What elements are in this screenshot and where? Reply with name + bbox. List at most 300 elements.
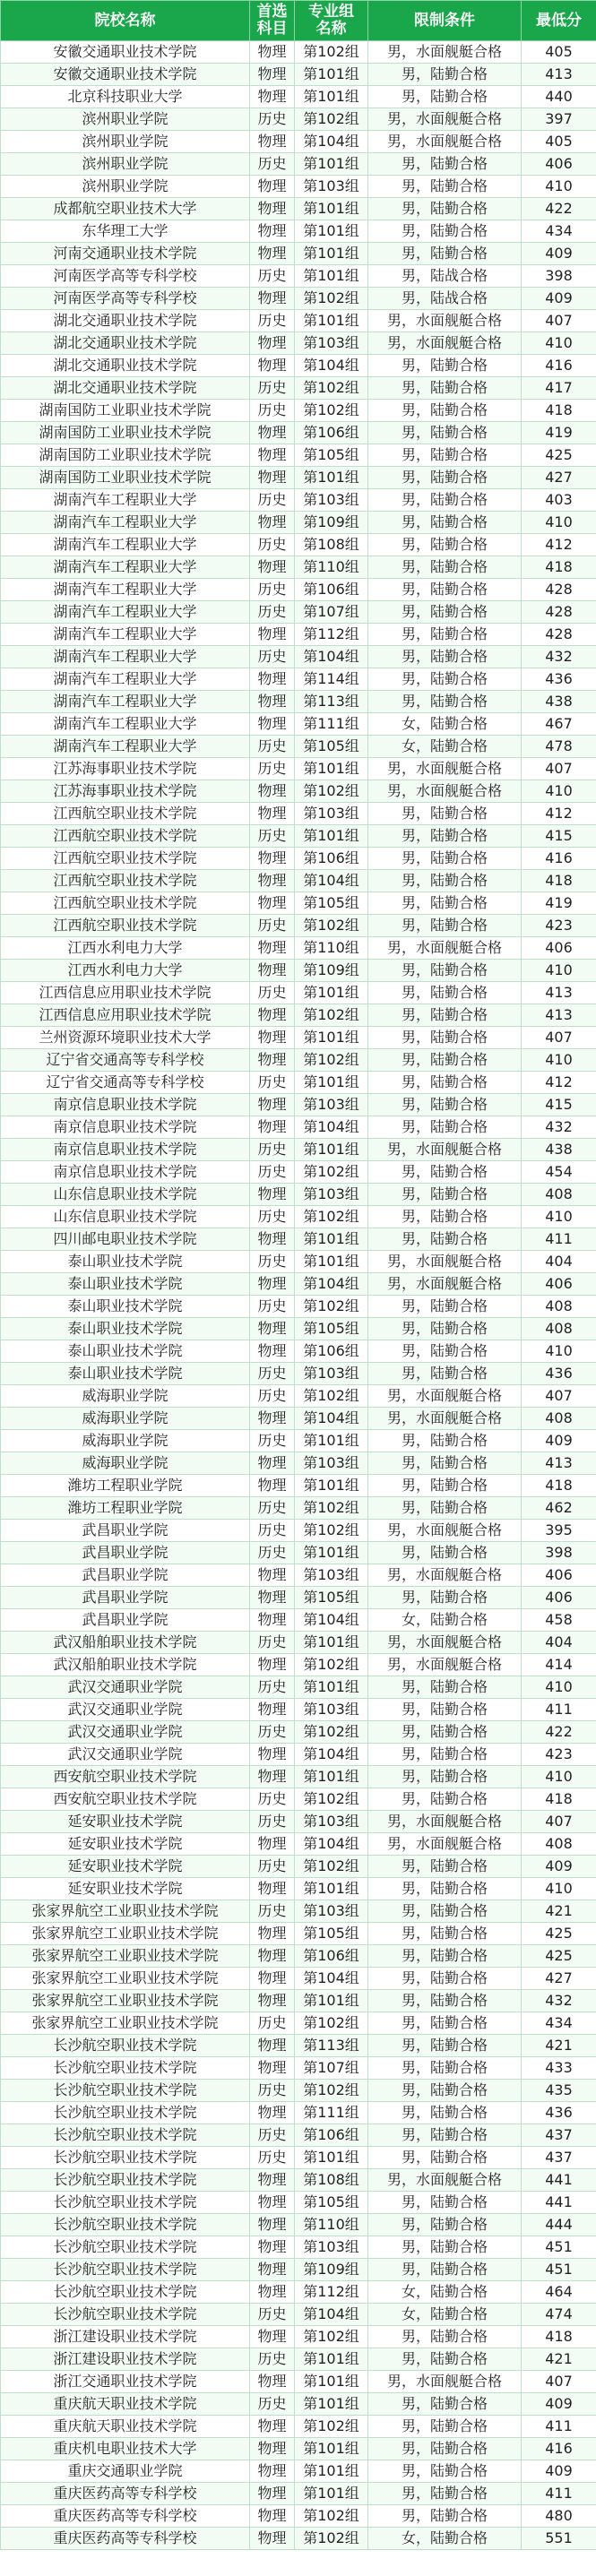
cell-min-score: 421 [522, 1900, 596, 1923]
cell-school: 长沙航空职业技术学院 [1, 2259, 250, 2281]
cell-school: 张家界航空工业职业技术学院 [1, 1900, 250, 1923]
cell-subject: 物理 [250, 870, 295, 892]
table-row [1, 64, 596, 86]
cell-min-score: 414 [522, 1654, 596, 1676]
cell-subject: 历史 [250, 2348, 295, 2371]
cell-school: 武昌职业学院 [1, 1609, 250, 1632]
cell-restriction: 男，陆勤合格 [368, 243, 522, 265]
table-row [1, 870, 596, 892]
cell-min-score: 413 [522, 982, 596, 1004]
cell-group: 第104组 [295, 1744, 368, 1766]
cell-group: 第113组 [295, 691, 368, 713]
table-row [1, 1228, 596, 1251]
table-row [1, 467, 596, 489]
cell-min-score: 428 [522, 579, 596, 601]
table-row [1, 982, 596, 1004]
cell-restriction: 男，陆勤合格 [368, 1945, 522, 1968]
cell-min-score: 437 [522, 2147, 596, 2169]
cell-restriction: 男，水面舰艇合格 [368, 758, 522, 780]
cell-school: 长沙航空职业技术学院 [1, 2147, 250, 2169]
cell-subject: 物理 [250, 2259, 295, 2281]
cell-restriction: 男，陆勤合格 [368, 2259, 522, 2281]
cell-subject: 物理 [250, 2057, 295, 2080]
table-row [1, 2460, 596, 2483]
cell-subject: 物理 [250, 2326, 295, 2348]
cell-group: 第107组 [295, 601, 368, 624]
cell-subject: 历史 [250, 1296, 295, 1318]
table-row [1, 131, 596, 153]
cell-school: 江西航空职业技术学院 [1, 803, 250, 825]
cell-min-score: 409 [522, 1856, 596, 1878]
table-row [1, 2192, 596, 2214]
table-row [1, 1878, 596, 1900]
cell-restriction: 男，陆勤合格 [368, 2147, 522, 2169]
cell-min-score: 474 [522, 2304, 596, 2326]
cell-restriction: 男，陆勤合格 [368, 467, 522, 489]
table-row [1, 1900, 596, 1923]
cell-group: 第101组 [295, 220, 368, 243]
cell-subject: 物理 [250, 2438, 295, 2460]
cell-restriction: 男，陆勤合格 [368, 1721, 522, 1744]
cell-school: 长沙航空职业技术学院 [1, 2214, 250, 2236]
cell-group: 第102组 [295, 1520, 368, 1542]
cell-subject: 物理 [250, 2460, 295, 2483]
cell-restriction: 男，陆勤合格 [368, 1990, 522, 2012]
cell-group: 第114组 [295, 668, 368, 691]
cell-school: 滨州职业学院 [1, 108, 250, 131]
cell-group: 第105组 [295, 1587, 368, 1609]
cell-restriction: 男，陆勤合格 [368, 1184, 522, 1206]
cell-school: 长沙航空职业技术学院 [1, 2035, 250, 2057]
cell-min-score: 416 [522, 355, 596, 377]
table-row [1, 41, 596, 64]
table-row [1, 2035, 596, 2057]
cell-subject: 物理 [250, 332, 295, 355]
cell-restriction: 男，陆勤合格 [368, 1878, 522, 1900]
cell-min-score: 441 [522, 2192, 596, 2214]
table-row [1, 1945, 596, 1968]
cell-subject: 历史 [250, 489, 295, 512]
cell-group: 第104组 [295, 1408, 368, 1430]
cell-school: 延安职业技术学院 [1, 1878, 250, 1900]
cell-restriction: 男，水面舰艇合格 [368, 1385, 522, 1408]
cell-school: 潍坊工程职业学院 [1, 1475, 250, 1497]
cell-group: 第102组 [295, 1161, 368, 1184]
table-row [1, 86, 596, 108]
table-row [1, 1766, 596, 1788]
cell-group: 第102组 [295, 1856, 368, 1878]
cell-restriction: 男，陆勤合格 [368, 2348, 522, 2371]
cell-group: 第101组 [295, 1430, 368, 1452]
cell-min-score: 416 [522, 848, 596, 870]
cell-school: 武昌职业学院 [1, 1542, 250, 1564]
cell-restriction: 男，陆勤合格 [368, 2236, 522, 2259]
cell-restriction: 男，陆勤合格 [368, 1788, 522, 1811]
cell-group: 第104组 [295, 1833, 368, 1856]
table-row [1, 1811, 596, 1833]
cell-school: 威海职业学院 [1, 1408, 250, 1430]
cell-min-score: 411 [522, 1699, 596, 1721]
cell-group: 第110组 [295, 556, 368, 579]
cell-group: 第103组 [295, 1184, 368, 1206]
cell-restriction: 男，陆勤合格 [368, 1699, 522, 1721]
cell-restriction: 男，陆勤合格 [368, 153, 522, 176]
table-row [1, 2236, 596, 2259]
cell-restriction: 男，陆勤合格 [368, 691, 522, 713]
cell-restriction: 女，陆勤合格 [368, 713, 522, 736]
cell-min-score: 417 [522, 377, 596, 400]
cell-restriction: 男，陆战合格 [368, 265, 522, 288]
cell-group: 第101组 [295, 153, 368, 176]
table-row [1, 1990, 596, 2012]
cell-subject: 历史 [250, 1363, 295, 1385]
cell-min-score: 411 [522, 2483, 596, 2505]
table-row [1, 848, 596, 870]
cell-subject: 物理 [250, 422, 295, 444]
table-row [1, 176, 596, 198]
cell-school: 重庆医药高等专科学校 [1, 2528, 250, 2550]
cell-min-score: 410 [522, 780, 596, 803]
cell-group: 第101组 [295, 1251, 368, 1273]
cell-subject: 历史 [250, 1161, 295, 1184]
cell-school: 武昌职业学院 [1, 1520, 250, 1542]
cell-group: 第110组 [295, 937, 368, 960]
cell-group: 第101组 [295, 198, 368, 220]
table-row [1, 937, 596, 960]
cell-restriction: 男，水面舰艇合格 [368, 310, 522, 332]
table-row [1, 713, 596, 736]
table-row [1, 355, 596, 377]
table-row [1, 220, 596, 243]
cell-restriction: 男，陆勤合格 [368, 1161, 522, 1184]
cell-min-score: 418 [522, 556, 596, 579]
cell-restriction: 女，陆勤合格 [368, 1609, 522, 1632]
cell-subject: 历史 [250, 1430, 295, 1452]
cell-subject: 物理 [250, 131, 295, 153]
cell-restriction: 男，水面舰艇合格 [368, 937, 522, 960]
cell-min-score: 410 [522, 176, 596, 198]
table-row [1, 2147, 596, 2169]
cell-group: 第102组 [295, 2416, 368, 2438]
cell-group: 第101组 [295, 1027, 368, 1049]
cell-min-score: 410 [522, 1206, 596, 1228]
table-row [1, 377, 596, 400]
table-row [1, 736, 596, 758]
cell-min-score: 410 [522, 960, 596, 982]
table-row [1, 1542, 596, 1564]
cell-school: 湖南汽车工程职业大学 [1, 736, 250, 758]
cell-subject: 物理 [250, 2169, 295, 2192]
table-row [1, 2326, 596, 2348]
cell-subject: 历史 [250, 2012, 295, 2035]
cell-restriction: 男，陆勤合格 [368, 1430, 522, 1452]
cell-school: 湖南汽车工程职业大学 [1, 489, 250, 512]
cell-restriction: 男，陆勤合格 [368, 2080, 522, 2102]
table-row [1, 2348, 596, 2371]
table-row [1, 1721, 596, 1744]
table-body [1, 41, 596, 2550]
cell-subject: 历史 [250, 1900, 295, 1923]
cell-restriction: 男，陆勤合格 [368, 1968, 522, 1990]
cell-subject: 历史 [250, 153, 295, 176]
cell-school: 长沙航空职业技术学院 [1, 2281, 250, 2304]
cell-min-score: 418 [522, 2326, 596, 2348]
cell-min-score: 408 [522, 1318, 596, 1340]
cell-restriction: 男，陆勤合格 [368, 579, 522, 601]
cell-group: 第105组 [295, 1318, 368, 1340]
cell-min-score: 438 [522, 1139, 596, 1161]
cell-group: 第106组 [295, 848, 368, 870]
cell-min-score: 436 [522, 668, 596, 691]
cell-restriction: 男，陆勤合格 [368, 601, 522, 624]
cell-group: 第102组 [295, 1004, 368, 1027]
table-row [1, 624, 596, 646]
cell-subject: 物理 [250, 41, 295, 64]
cell-restriction: 男，水面舰艇合格 [368, 1654, 522, 1676]
cell-min-score: 423 [522, 915, 596, 937]
cell-min-score: 451 [522, 2259, 596, 2281]
table-row [1, 108, 596, 131]
cell-subject: 历史 [250, 1676, 295, 1699]
cell-group: 第103组 [295, 1094, 368, 1116]
table-row [1, 1856, 596, 1878]
cell-restriction: 男，陆勤合格 [368, 825, 522, 848]
cell-subject: 物理 [250, 2035, 295, 2057]
cell-subject: 物理 [250, 1273, 295, 1296]
cell-school: 江西信息应用职业技术学院 [1, 982, 250, 1004]
cell-group: 第101组 [295, 1228, 368, 1251]
cell-min-score: 436 [522, 2102, 596, 2124]
cell-subject: 物理 [250, 1094, 295, 1116]
cell-school: 武汉船舶职业技术学院 [1, 1654, 250, 1676]
cell-restriction: 男，陆勤合格 [368, 2035, 522, 2057]
cell-group: 第104组 [295, 1609, 368, 1632]
table-row [1, 1676, 596, 1699]
cell-min-score: 397 [522, 108, 596, 131]
table-row [1, 1363, 596, 1385]
cell-min-score: 405 [522, 41, 596, 64]
cell-restriction: 男，陆勤合格 [368, 176, 522, 198]
cell-restriction: 男，陆勤合格 [368, 1452, 522, 1475]
cell-school: 武汉交通职业学院 [1, 1744, 250, 1766]
cell-school: 滨州职业学院 [1, 153, 250, 176]
cell-min-score: 478 [522, 736, 596, 758]
cell-subject: 物理 [250, 512, 295, 534]
col-header-subject [250, 1, 295, 41]
cell-school: 江西信息应用职业技术学院 [1, 1004, 250, 1027]
cell-subject: 物理 [250, 1475, 295, 1497]
cell-group: 第104组 [295, 646, 368, 668]
table-row [1, 534, 596, 556]
cell-school: 重庆航天职业技术学院 [1, 2416, 250, 2438]
cell-subject: 物理 [250, 64, 295, 86]
cell-subject: 历史 [250, 2124, 295, 2147]
cell-min-score: 408 [522, 1184, 596, 1206]
table-row [1, 1116, 596, 1139]
cell-subject: 物理 [250, 2505, 295, 2528]
cell-school: 河南医学高等专科学校 [1, 288, 250, 310]
table-row [1, 1139, 596, 1161]
cell-min-score: 409 [522, 243, 596, 265]
cell-subject: 物理 [250, 1408, 295, 1430]
cell-min-score: 418 [522, 400, 596, 422]
cell-group: 第109组 [295, 2259, 368, 2281]
cell-min-score: 427 [522, 467, 596, 489]
cell-school: 滨州职业学院 [1, 176, 250, 198]
cell-group: 第112组 [295, 624, 368, 646]
cell-school: 成都航空职业技术大学 [1, 198, 250, 220]
cell-subject: 物理 [250, 2528, 295, 2550]
cell-restriction: 男，水面舰艇合格 [368, 1408, 522, 1430]
cell-school: 湖北交通职业技术学院 [1, 310, 250, 332]
cell-school: 长沙航空职业技术学院 [1, 2169, 250, 2192]
cell-min-score: 433 [522, 2057, 596, 2080]
cell-restriction: 男，陆勤合格 [368, 2483, 522, 2505]
table-row [1, 579, 596, 601]
cell-min-score: 407 [522, 2371, 596, 2393]
cell-group: 第109组 [295, 512, 368, 534]
cell-subject: 历史 [250, 646, 295, 668]
table-row [1, 2393, 596, 2416]
table-row [1, 1004, 596, 1027]
cell-subject: 物理 [250, 86, 295, 108]
cell-restriction: 男，陆勤合格 [368, 2214, 522, 2236]
cell-school: 张家界航空工业职业技术学院 [1, 1923, 250, 1945]
table-row [1, 1027, 596, 1049]
cell-restriction: 男，水面舰艇合格 [368, 1520, 522, 1542]
cell-school: 江西航空职业技术学院 [1, 870, 250, 892]
table-row [1, 1094, 596, 1116]
cell-min-score: 425 [522, 1923, 596, 1945]
table-row [1, 1452, 596, 1475]
cell-school: 湖南国防工业职业技术学院 [1, 400, 250, 422]
cell-group: 第103组 [295, 332, 368, 355]
cell-restriction: 男，陆勤合格 [368, 1094, 522, 1116]
table-row [1, 243, 596, 265]
cell-group: 第106组 [295, 1340, 368, 1363]
cell-group: 第101组 [295, 310, 368, 332]
cell-restriction: 男，水面舰艇合格 [368, 131, 522, 153]
table-row [1, 198, 596, 220]
cell-restriction: 男，陆勤合格 [368, 1206, 522, 1228]
cell-group: 第106组 [295, 422, 368, 444]
cell-subject: 历史 [250, 736, 295, 758]
cell-group: 第102组 [295, 1654, 368, 1676]
col-header-subject-text: 首选 科目 [256, 3, 288, 38]
cell-subject: 物理 [250, 243, 295, 265]
cell-group: 第105组 [295, 892, 368, 915]
table-row [1, 825, 596, 848]
cell-group: 第104组 [295, 355, 368, 377]
cell-min-score: 462 [522, 1497, 596, 1520]
cell-school: 湖南汽车工程职业大学 [1, 512, 250, 534]
cell-school: 山东信息职业技术学院 [1, 1206, 250, 1228]
cell-subject: 历史 [250, 1721, 295, 1744]
col-header-restriction: 限制条件 [368, 1, 522, 41]
cell-group: 第102组 [295, 41, 368, 64]
cell-restriction: 男，水面舰艇合格 [368, 41, 522, 64]
cell-school: 威海职业学院 [1, 1452, 250, 1475]
cell-min-score: 418 [522, 1475, 596, 1497]
cell-group: 第109组 [295, 960, 368, 982]
cell-group: 第105组 [295, 444, 368, 467]
cell-school: 延安职业技术学院 [1, 1811, 250, 1833]
cell-min-score: 440 [522, 86, 596, 108]
cell-school: 长沙航空职业技术学院 [1, 2124, 250, 2147]
cell-restriction: 男，陆勤合格 [368, 803, 522, 825]
cell-group: 第102组 [295, 1497, 368, 1520]
table-row [1, 1520, 596, 1542]
table-row [1, 1385, 596, 1408]
cell-restriction: 男，陆勤合格 [368, 1027, 522, 1049]
cell-group: 第102组 [295, 1385, 368, 1408]
cell-subject: 物理 [250, 1654, 295, 1676]
table-row [1, 1968, 596, 1990]
cell-school: 江西航空职业技术学院 [1, 848, 250, 870]
cell-subject: 物理 [250, 2236, 295, 2259]
cell-group: 第110组 [295, 2214, 368, 2236]
cell-school: 河南交通职业技术学院 [1, 243, 250, 265]
cell-restriction: 男，陆勤合格 [368, 2102, 522, 2124]
cell-subject: 历史 [250, 601, 295, 624]
table-row [1, 400, 596, 422]
table-row [1, 2304, 596, 2326]
cell-school: 泰山职业技术学院 [1, 1296, 250, 1318]
cell-school: 江西航空职业技术学院 [1, 915, 250, 937]
table-row [1, 556, 596, 579]
cell-subject: 物理 [250, 2214, 295, 2236]
cell-restriction: 男，陆勤合格 [368, 892, 522, 915]
cell-school: 武汉交通职业学院 [1, 1721, 250, 1744]
cell-min-score: 398 [522, 1542, 596, 1564]
cell-school: 滨州职业学院 [1, 131, 250, 153]
cell-min-score: 406 [522, 1587, 596, 1609]
table-row [1, 2371, 596, 2393]
cell-subject: 物理 [250, 892, 295, 915]
cell-school: 张家界航空工业职业技术学院 [1, 1968, 250, 1990]
cell-group: 第104组 [295, 1968, 368, 1990]
cell-group: 第102组 [295, 400, 368, 422]
cell-group: 第102组 [295, 780, 368, 803]
cell-restriction: 男，水面舰艇合格 [368, 108, 522, 131]
cell-min-score: 406 [522, 153, 596, 176]
cell-subject: 物理 [250, 176, 295, 198]
cell-school: 江苏海事职业技术学院 [1, 758, 250, 780]
cell-min-score: 409 [522, 2460, 596, 2483]
cell-restriction: 男，陆勤合格 [368, 624, 522, 646]
cell-group: 第112组 [295, 2281, 368, 2304]
cell-min-score: 407 [522, 1385, 596, 1408]
cell-min-score: 464 [522, 2281, 596, 2304]
cell-subject: 历史 [250, 1632, 295, 1654]
cell-school: 湖南汽车工程职业大学 [1, 668, 250, 691]
cell-restriction: 男，水面舰艇合格 [368, 332, 522, 355]
cell-school: 江西航空职业技术学院 [1, 825, 250, 848]
cell-school: 湖南国防工业职业技术学院 [1, 422, 250, 444]
cell-restriction: 男，陆勤合格 [368, 2124, 522, 2147]
cell-group: 第102组 [295, 2326, 368, 2348]
cell-group: 第101组 [295, 265, 368, 288]
cell-group: 第105组 [295, 1923, 368, 1945]
cell-school: 长沙航空职业技术学院 [1, 2236, 250, 2259]
cell-restriction: 男，陆勤合格 [368, 220, 522, 243]
table-row [1, 1340, 596, 1363]
cell-group: 第108组 [295, 534, 368, 556]
cell-school: 湖南汽车工程职业大学 [1, 556, 250, 579]
cell-min-score: 406 [522, 1273, 596, 1296]
cell-min-score: 413 [522, 1452, 596, 1475]
cell-min-score: 419 [522, 892, 596, 915]
